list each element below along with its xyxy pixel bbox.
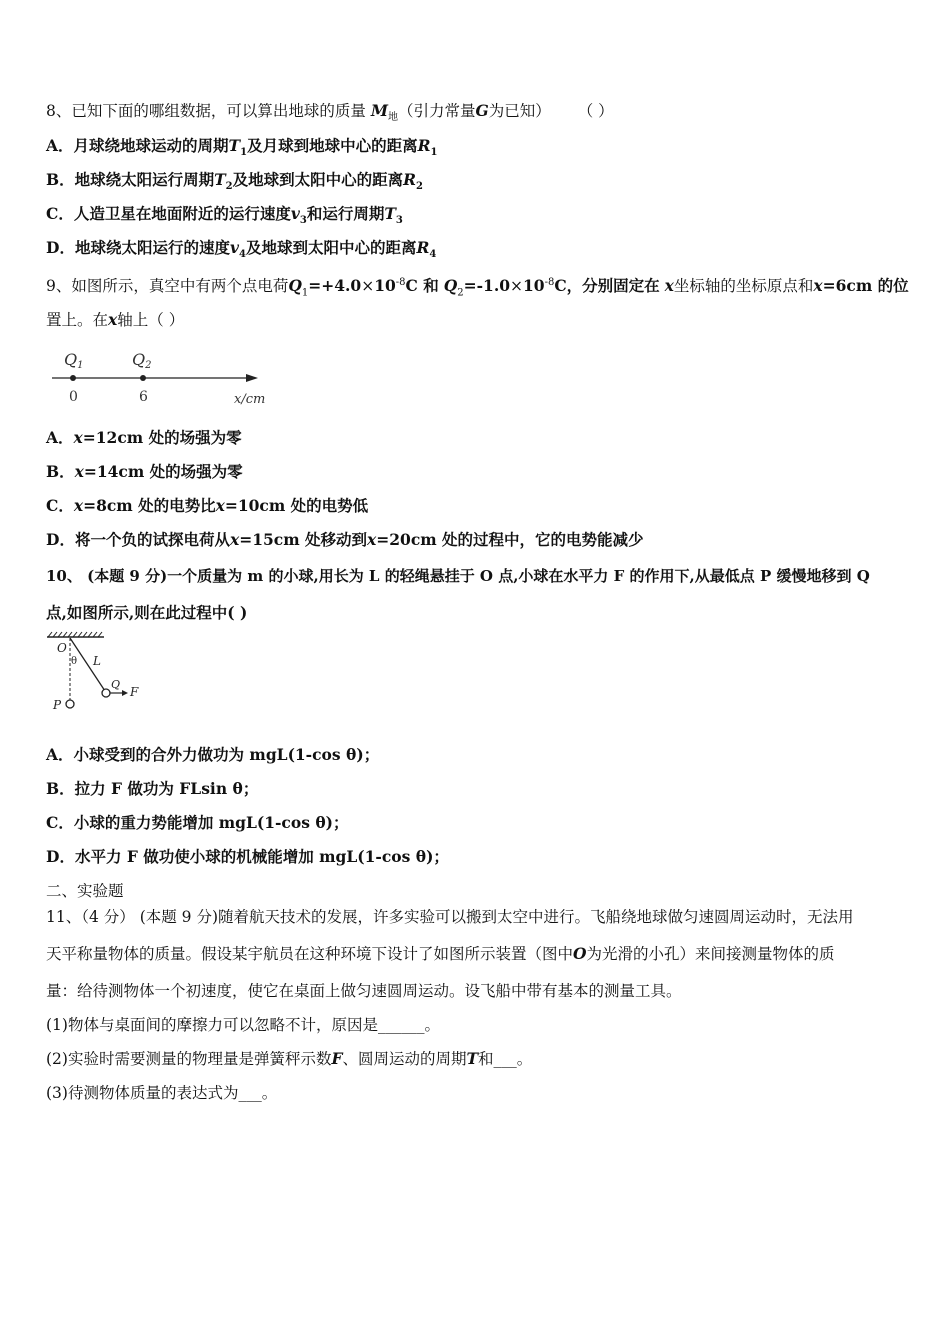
q9-option-b[interactable]: B．x=14cm 处的场强为零	[46, 462, 243, 481]
q9-option-c[interactable]: C．x=8cm 处的电势比x=10cm 处的电势低	[46, 496, 369, 515]
q8-option-b[interactable]: B．地球绕太阳运行周期$T_2$及地球到太阳中心的距离$R_2$	[46, 170, 424, 193]
q10-stem-line2: 点,如图所示,则在此过程中( )	[46, 603, 248, 622]
q9-stem-line2: 置上。在x轴上（ ）	[46, 310, 185, 329]
x-axis-arrow	[246, 374, 258, 382]
q8-option-a[interactable]: A．月球绕地球运动的周期$T_1$及月球到地球中心的距离$R_1$	[46, 136, 438, 159]
tick-6: 6	[139, 389, 148, 405]
q10-stem-line1: 10、 (本题 9 分)一个质量为 m 的小球,用长为 L 的轻绳悬挂于 O 点,小球在水平力 F 的作用下,从最低点 P 缓慢地移到 Q	[46, 567, 870, 585]
force-arrowhead	[122, 690, 128, 696]
ball-p	[66, 700, 74, 708]
q10-option-d[interactable]: D．水平力 F 做功使小球的机械能增加 mgL(1-cos θ)；	[46, 847, 449, 866]
q2-label: Q2	[132, 350, 152, 371]
q9-option-a[interactable]: A．x=12cm 处的场强为零	[46, 428, 242, 447]
q9-option-d[interactable]: D．将一个负的试探电荷从x=15cm 处移动到x=20cm 处的过程中，它的电势能减少	[46, 530, 644, 549]
q11-part1: (1)物体与桌面间的摩擦力可以忽略不计，原因是______。	[46, 1016, 440, 1034]
q10-pendulum-figure	[44, 630, 154, 719]
q8-option-c[interactable]: C．人造卫星在地面附近的运行速度$v_3$和运行周期$T_3$	[46, 204, 403, 227]
q11-stem-line2: 天平称量物体的质量。假设某宇航员在这种环境下设计了如图所示装置（图中O为光滑的小孔）来间接测量物体的质	[46, 944, 835, 963]
ball-q	[102, 689, 110, 697]
q10-option-b[interactable]: B．拉力 F 做功为 FLsin θ；	[46, 779, 259, 798]
q8-stem: 8、已知下面的哪组数据，可以算出地球的质量 $M_地$（引力常量G为已知） （ ）	[46, 101, 614, 124]
q10-option-c[interactable]: C．小球的重力势能增加 mgL(1-cos θ)；	[46, 813, 349, 832]
section-heading: 二、实验题	[46, 882, 124, 900]
label-p: P	[53, 698, 62, 712]
q9-stem-line1: 9、如图所示，真空中有两个点电荷$Q_1=+4.0\times 10^{-8}C$ 和 $Q_2=-1.0\times 10^{-8}C$，分别固定在 x坐标轴的坐标原点和x=6cm 的位	[46, 276, 909, 299]
axis-label: x/cm	[234, 392, 266, 407]
q11-part3: (3)待测物体质量的表达式为___。	[46, 1084, 278, 1102]
q9-figure	[46, 345, 276, 414]
q11-stem-line1: 11、（4 分） (本题 9 分)随着航天技术的发展，许多实验可以搬到太空中进行。飞船绕地球做匀速圆周运动时，无法用	[46, 908, 854, 926]
label-l: L	[93, 654, 101, 668]
q8-option-d[interactable]: D．地球绕太阳运行的速度$v_4$及地球到太阳中心的距离$R_4$	[46, 238, 437, 261]
q1-label: Q1	[64, 350, 84, 371]
label-o: O	[57, 641, 67, 655]
label-f: F	[130, 685, 139, 699]
q10-option-a[interactable]: A．小球受到的合外力做功为 mgL(1-cos θ)；	[46, 745, 380, 764]
label-theta: θ	[71, 656, 78, 667]
q11-part2: (2)实验时需要测量的物理量是弹簧秤示数F、圆周运动的周期T和___。	[46, 1049, 533, 1068]
label-q: Q	[111, 678, 121, 691]
charge-q2-dot	[140, 375, 146, 381]
charge-q1-dot	[70, 375, 76, 381]
tick-0: 0	[69, 389, 78, 405]
q11-stem-line3: 量：给待测物体一个初速度，使它在桌面上做匀速圆周运动。设飞船中带有基本的测量工具。	[46, 982, 682, 1000]
